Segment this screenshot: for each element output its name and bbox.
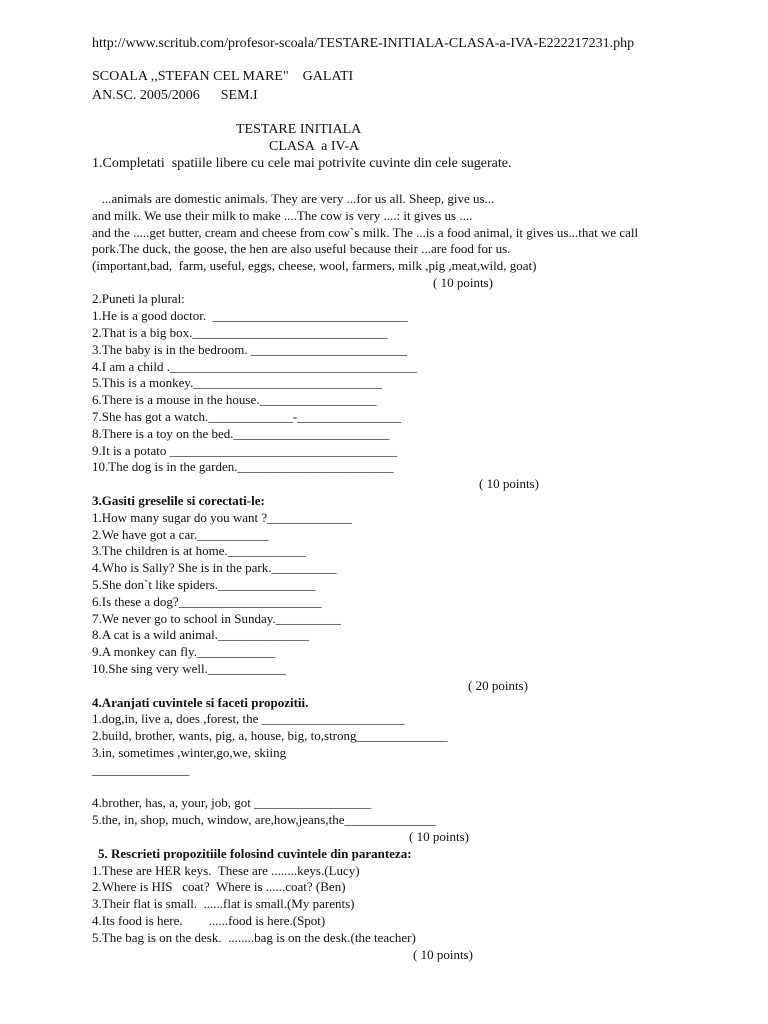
ex5-item: 2.Where is HIS coat? Where is ......coat? (Ben) (92, 879, 346, 894)
ex1-word-bank: (important,bad, farm, useful, eggs, cheese, wool, farmers, milk ,pig ,meat,wild, goat) (92, 258, 537, 273)
ex4-item: 3.in, sometimes ,winter,go,we, skiing (92, 745, 287, 760)
school-year: AN.SC. 2005/2006 SEM.I (92, 88, 258, 103)
ex5-item: 1.These are HER keys. These are ........keys.(Lucy) (92, 863, 360, 878)
ex2-item: 3.The baby is in the bedroom. ________________________ (92, 342, 407, 357)
ex2-item: 4.I am a child .______________________________________ (92, 359, 417, 374)
ex1-instruction: 1.Completati spatiile libere cu cele mai potrivite cuvinte din cele sugerate. (92, 156, 512, 171)
ex1-text-line: and milk. We use their milk to make ....The cow is very ....: it gives us .... (92, 208, 473, 223)
ex4-item: 1.dog,in, live a, does ,forest, the ______________________ (92, 711, 405, 726)
test-title: TESTARE INITIALA (236, 122, 362, 137)
test-subtitle: CLASA a IV-A (269, 139, 360, 154)
ex3-item: 4.Who is Sally? She is in the park.__________ (92, 560, 337, 575)
ex2-item: 5.This is a monkey._____________________________ (92, 375, 382, 390)
ex2-item: 9.It is a potato ___________________________________ (92, 443, 398, 458)
ex3-item: 5.She don`t like spiders._______________ (92, 577, 316, 592)
source-url: http://www.scritub.com/profesor-scoala/TESTARE-INITIALA-CLASA-a-IVA-E222217231.php (92, 36, 635, 51)
ex2-item: 10.The dog is in the garden.________________________ (92, 459, 394, 474)
ex1-text-line: ...animals are domestic animals. They are very ...for us all. Sheep, give us... (92, 191, 495, 206)
school-name: SCOALA ,,STEFAN CEL MARE" GALATI (92, 69, 354, 84)
ex2-item: 1.He is a good doctor. ______________________________ (92, 308, 408, 323)
ex2-item: 2.That is a big box.______________________________ (92, 325, 388, 340)
ex3-item: 9.A monkey can fly.____________ (92, 644, 275, 659)
ex2-heading: 2.Puneti la plural: (92, 291, 185, 306)
ex3-item: 10.She sing very well.____________ (92, 661, 286, 676)
ex3-item: 6.Is these a dog?______________________ (92, 594, 322, 609)
ex2-points: ( 10 points) (479, 476, 539, 491)
ex4-heading: 4.Aranjati cuvintele si faceti propozitii. (92, 695, 309, 710)
ex4-item: 4.brother, has, a, your, job, got __________________ (92, 795, 372, 810)
ex3-item: 8.A cat is a wild animal.______________ (92, 627, 310, 642)
ex4-answer-line: _______________ (92, 762, 190, 777)
ex5-item: 3.Their flat is small. ......flat is small.(My parents) (92, 896, 355, 911)
ex3-item: 2.We have got a car.___________ (92, 527, 269, 542)
ex4-points: ( 10 points) (409, 829, 469, 844)
ex3-item: 1.How many sugar do you want ?_____________ (92, 510, 352, 525)
ex2-item: 6.There is a mouse in the house.__________________ (92, 392, 377, 407)
ex5-item: 4.Its food is here. ......food is here.(Spot) (92, 913, 326, 928)
ex4-item: 5.the, in, shop, much, window, are,how,jeans,the______________ (92, 812, 436, 827)
ex5-points: ( 10 points) (413, 947, 473, 962)
ex3-item: 7.We never go to school in Sunday.__________ (92, 611, 341, 626)
ex1-points: ( 10 points) (433, 275, 493, 290)
ex4-item: 2.build, brother, wants, pig, a, house, big, to,strong______________ (92, 728, 448, 743)
ex3-heading: 3.Gasiti greselile si corectati-le: (92, 493, 265, 508)
ex1-text-line: and the .....get butter, cream and cheese from cow`s milk. The ...is a food animal, it gives us...that we call (92, 225, 639, 240)
ex3-points: ( 20 points) (468, 678, 528, 693)
ex2-item: 7.She has got a watch._____________-________________ (92, 409, 402, 424)
ex5-heading: 5. Rescrieti propozitiile folosind cuvintele din paranteza: (98, 846, 412, 861)
ex2-item: 8.There is a toy on the bed.________________________ (92, 426, 390, 441)
ex5-item: 5.The bag is on the desk. ........bag is on the desk.(the teacher) (92, 930, 416, 945)
ex1-text-line: pork.The duck, the goose, the hen are also useful because their ...are food for us. (92, 241, 511, 256)
ex3-item: 3.The children is at home.____________ (92, 543, 306, 558)
